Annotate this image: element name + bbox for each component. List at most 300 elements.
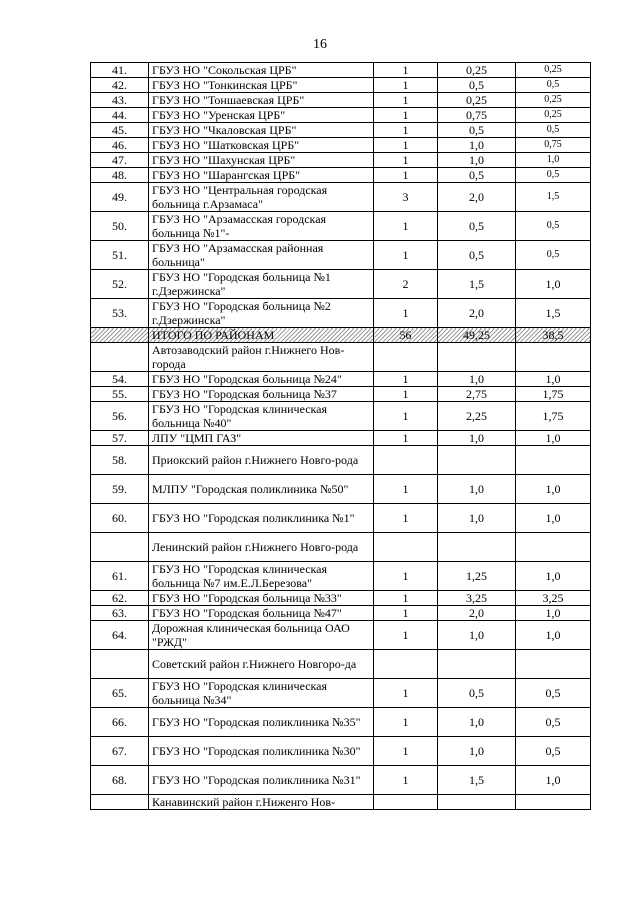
row-number-text: 43.: [112, 93, 127, 107]
count-text: 1: [402, 628, 409, 642]
value-b-cell: [438, 679, 516, 708]
table-row: [91, 183, 591, 212]
value-c-cell: [516, 504, 591, 533]
row-number-cell: [91, 650, 149, 679]
table-row: [91, 679, 591, 708]
count-cell: [374, 387, 438, 402]
value-b-text: 1,0: [469, 511, 484, 525]
count-cell: [374, 446, 438, 475]
row-number-cell: [91, 621, 149, 650]
row-number-text: 56.: [112, 409, 127, 423]
value-b-text: 1,25: [466, 569, 487, 583]
row-number-cell: [91, 431, 149, 446]
value-c-cell: [516, 138, 591, 153]
count-text: 3: [402, 190, 409, 204]
row-number-text: 54.: [112, 372, 127, 386]
row-number-cell: [91, 153, 149, 168]
row-number-cell: [91, 402, 149, 431]
institution-name-text: ЛПУ "ЦМП ГАЗ": [152, 431, 242, 445]
institution-name-cell: [149, 78, 374, 93]
row-number-text: 60.: [112, 511, 127, 525]
count-cell: [374, 63, 438, 78]
value-b-text: 2,0: [469, 606, 484, 620]
value-c-text: 38,5: [542, 328, 564, 342]
count-cell: [374, 168, 438, 183]
table-row: [91, 533, 591, 562]
row-number-text: 45.: [112, 123, 127, 137]
row-number-cell: [91, 795, 149, 810]
institution-name-text: ГБУЗ НО "Центральная городская больница г.Арзамаса": [152, 183, 328, 211]
value-b-cell: [438, 737, 516, 766]
institution-name-text: ГБУЗ НО "Городская больница №24": [152, 372, 342, 386]
row-number-text: 52.: [112, 277, 127, 291]
value-c-text: 1,0: [545, 628, 561, 642]
value-b-text: 2,0: [469, 306, 484, 320]
institution-name-cell: [149, 475, 374, 504]
table-body: [91, 63, 591, 810]
institution-name-cell: [149, 766, 374, 795]
count-text: 1: [402, 306, 409, 320]
value-b-text: 0,5: [469, 686, 484, 700]
table-row: [91, 504, 591, 533]
row-number-text: 41.: [112, 63, 127, 77]
value-b-cell: [438, 372, 516, 387]
value-c-text: 0,25: [544, 64, 562, 75]
value-c-text: 1,5: [545, 306, 561, 320]
institution-name-text: ГБУЗ НО "Тонкинская ЦРБ": [152, 78, 298, 92]
institution-name-text: ГБУЗ НО "Уренская ЦРБ": [152, 108, 286, 122]
table-row: [91, 93, 591, 108]
value-b-text: 0,5: [469, 219, 484, 233]
value-b-text: 0,5: [469, 248, 484, 262]
count-cell: [374, 123, 438, 138]
value-b-cell: [438, 78, 516, 93]
value-c-cell: [516, 270, 591, 299]
value-b-cell: [438, 533, 516, 562]
value-b-cell: [438, 299, 516, 328]
count-text: 1: [402, 78, 409, 92]
institution-name-cell: [149, 138, 374, 153]
value-c-text: 0,25: [544, 109, 562, 120]
row-number-cell: [91, 562, 149, 591]
count-cell: [374, 708, 438, 737]
row-number-cell: [91, 708, 149, 737]
institution-name-cell: [149, 402, 374, 431]
institution-name-text: ГБУЗ НО "Арзамасская районная больница": [152, 241, 324, 269]
value-c-cell: [516, 591, 591, 606]
row-number-text: 62.: [112, 591, 127, 605]
value-c-cell: [516, 372, 591, 387]
value-b-cell: [438, 343, 516, 372]
table-row: [91, 168, 591, 183]
institution-name-cell: [149, 372, 374, 387]
table-row: [91, 63, 591, 78]
institution-name-cell: [149, 679, 374, 708]
count-text: 1: [402, 108, 409, 122]
value-b-text: 0,25: [466, 63, 487, 77]
institution-name-text: МЛПУ "Городская поликлиника №50": [152, 482, 349, 496]
table-row: [91, 606, 591, 621]
institution-name-text: ГБУЗ НО "Городская клиническая больница №7 им.Е.Л.Березова": [152, 562, 328, 590]
row-number-cell: [91, 591, 149, 606]
value-c-text: 1,0: [545, 606, 561, 620]
count-text: 1: [402, 153, 409, 167]
row-number-cell: [91, 737, 149, 766]
count-text: 1: [402, 744, 409, 758]
institution-name-cell: [149, 168, 374, 183]
row-number-cell: [91, 606, 149, 621]
value-c-text: 0,5: [546, 249, 560, 260]
row-number-cell: [91, 138, 149, 153]
table-row: [91, 795, 591, 810]
row-number-cell: [91, 78, 149, 93]
count-text: 1: [402, 511, 409, 525]
table-row: [91, 766, 591, 795]
count-text: 1: [402, 591, 409, 605]
institution-name-text: ГБУЗ НО "Городская поликлиника №1": [152, 511, 355, 525]
row-number-text: 64.: [112, 628, 127, 642]
institution-name-cell: [149, 533, 374, 562]
table-row: [91, 123, 591, 138]
count-cell: [374, 795, 438, 810]
count-text: 56: [399, 328, 412, 342]
value-c-cell: [516, 795, 591, 810]
value-b-cell: [438, 446, 516, 475]
count-cell: [374, 78, 438, 93]
count-cell: [374, 299, 438, 328]
institution-name-cell: [149, 328, 374, 343]
value-c-cell: [516, 446, 591, 475]
value-c-cell: [516, 78, 591, 93]
count-cell: [374, 241, 438, 270]
count-cell: [374, 372, 438, 387]
value-b-text: 1,0: [469, 715, 484, 729]
value-c-cell: [516, 621, 591, 650]
count-cell: [374, 183, 438, 212]
value-c-cell: [516, 168, 591, 183]
row-number-text: 48.: [112, 168, 127, 182]
institution-name-cell: [149, 795, 374, 810]
value-c-cell: [516, 328, 591, 343]
count-cell: [374, 504, 438, 533]
institution-name-cell: [149, 183, 374, 212]
count-text: 1: [402, 63, 409, 77]
row-number-cell: [91, 241, 149, 270]
institution-name-text: Приокский район г.Нижнего Новго-рода: [152, 453, 359, 467]
count-cell: [374, 737, 438, 766]
row-number-cell: [91, 446, 149, 475]
table-row: [91, 138, 591, 153]
count-cell: [374, 621, 438, 650]
institution-name-text: Дорожная клиническая больница ОАО "РЖД": [152, 621, 350, 649]
institution-name-cell: [149, 343, 374, 372]
table-row: [91, 650, 591, 679]
row-number-cell: [91, 679, 149, 708]
institution-name-cell: [149, 153, 374, 168]
value-b-cell: [438, 766, 516, 795]
institution-name-text: ГБУЗ НО "Сокольская ЦРБ": [152, 63, 297, 77]
value-c-text: 1,0: [545, 431, 561, 445]
institution-name-cell: [149, 93, 374, 108]
table-row: [91, 212, 591, 241]
row-number-cell: [91, 108, 149, 123]
page-number: 16: [313, 37, 327, 52]
row-number-cell: [91, 299, 149, 328]
value-b-cell: [438, 562, 516, 591]
value-b-text: 1,0: [469, 138, 484, 152]
institution-name-cell: [149, 431, 374, 446]
value-b-text: 0,75: [466, 108, 487, 122]
value-b-cell: [438, 621, 516, 650]
institution-name-text: ГБУЗ НО "Арзамасская городская больница №1"-: [152, 212, 327, 240]
count-cell: [374, 431, 438, 446]
table-row: [91, 108, 591, 123]
count-text: 1: [402, 606, 409, 620]
value-b-text: 1,0: [469, 372, 484, 386]
table-row: [91, 621, 591, 650]
institution-name-cell: [149, 446, 374, 475]
value-c-text: 1,0: [545, 372, 561, 386]
table-row: [91, 299, 591, 328]
value-b-cell: [438, 153, 516, 168]
table-row: [91, 387, 591, 402]
value-c-cell: [516, 93, 591, 108]
institution-name-cell: [149, 591, 374, 606]
row-number-text: 67.: [112, 744, 127, 758]
institution-name-cell: [149, 212, 374, 241]
value-b-cell: [438, 123, 516, 138]
value-b-cell: [438, 591, 516, 606]
count-cell: [374, 475, 438, 504]
institution-name-text: ГБУЗ НО "Городская клиническая больница №34": [152, 679, 328, 707]
table-row: [91, 431, 591, 446]
institution-name-text: ГБУЗ НО "Городская поликлиника №35": [152, 715, 361, 729]
value-b-text: 0,25: [466, 93, 487, 107]
value-b-text: 1,0: [469, 628, 484, 642]
value-c-cell: [516, 153, 591, 168]
row-number-cell: [91, 93, 149, 108]
row-number-text: 68.: [112, 773, 127, 787]
total-row: [91, 328, 591, 343]
value-b-text: 1,5: [469, 277, 484, 291]
value-c-cell: [516, 766, 591, 795]
row-number-text: 42.: [112, 78, 127, 92]
value-b-cell: [438, 93, 516, 108]
value-b-text: 2,25: [466, 409, 487, 423]
institution-name-cell: [149, 299, 374, 328]
institution-name-text: ГБУЗ НО "Городская больница №47": [152, 606, 342, 620]
value-c-text: 1,0: [546, 154, 560, 165]
value-c-cell: [516, 343, 591, 372]
count-cell: [374, 138, 438, 153]
count-cell: [374, 606, 438, 621]
institution-name-cell: [149, 562, 374, 591]
value-c-cell: [516, 606, 591, 621]
count-text: 1: [402, 219, 409, 233]
row-number-cell: [91, 212, 149, 241]
table-row: [91, 241, 591, 270]
value-b-cell: [438, 504, 516, 533]
value-c-text: 1,75: [542, 387, 564, 401]
count-cell: [374, 679, 438, 708]
row-number-text: 66.: [112, 715, 127, 729]
row-number-text: 51.: [112, 248, 127, 262]
value-c-text: 0,5: [546, 79, 560, 90]
count-cell: [374, 343, 438, 372]
table-row: [91, 708, 591, 737]
count-text: 1: [402, 387, 409, 401]
value-b-cell: [438, 475, 516, 504]
row-number-text: 53.: [112, 306, 127, 320]
value-c-text: 0,25: [544, 94, 562, 105]
value-c-cell: [516, 562, 591, 591]
row-number-cell: [91, 372, 149, 387]
value-c-cell: [516, 402, 591, 431]
value-b-text: 0,5: [469, 78, 484, 92]
value-b-cell: [438, 241, 516, 270]
institution-name-cell: [149, 621, 374, 650]
count-cell: [374, 562, 438, 591]
value-b-cell: [438, 168, 516, 183]
institution-name-text: Ленинский район г.Нижнего Новго-рода: [152, 540, 359, 554]
value-c-cell: [516, 533, 591, 562]
value-b-text: 2,75: [466, 387, 487, 401]
value-c-cell: [516, 123, 591, 138]
value-c-text: 0,5: [545, 715, 561, 729]
value-b-cell: [438, 328, 516, 343]
row-number-text: 49.: [112, 190, 127, 204]
table-row: [91, 446, 591, 475]
institution-name-cell: [149, 123, 374, 138]
row-number-cell: [91, 504, 149, 533]
value-c-cell: [516, 212, 591, 241]
institution-name-cell: [149, 270, 374, 299]
value-c-text: 0,75: [544, 139, 562, 150]
value-b-cell: [438, 212, 516, 241]
row-number-text: 63.: [112, 606, 127, 620]
institution-name-cell: [149, 737, 374, 766]
value-c-cell: [516, 387, 591, 402]
value-c-text: 1,0: [545, 277, 561, 291]
row-number-cell: [91, 183, 149, 212]
count-text: 1: [402, 569, 409, 583]
row-number-cell: [91, 63, 149, 78]
value-b-text: 0,5: [469, 123, 484, 137]
value-c-text: 0,5: [546, 169, 560, 180]
row-number-cell: [91, 343, 149, 372]
count-cell: [374, 108, 438, 123]
row-number-cell: [91, 766, 149, 795]
count-text: 1: [402, 431, 409, 445]
count-text: 1: [402, 715, 409, 729]
count-text: 1: [402, 773, 409, 787]
institution-name-text: Автозаводский район г.Нижнего Нов-города: [152, 343, 345, 371]
row-number-cell: [91, 328, 149, 343]
count-cell: [374, 766, 438, 795]
table-row: [91, 591, 591, 606]
value-c-cell: [516, 650, 591, 679]
count-cell: [374, 93, 438, 108]
count-text: 1: [402, 93, 409, 107]
value-c-cell: [516, 63, 591, 78]
table-row: [91, 372, 591, 387]
institution-name-text: Канавинский район г.Ниженго Нов-: [152, 795, 336, 809]
row-number-text: 46.: [112, 138, 127, 152]
table-row: [91, 562, 591, 591]
institution-name-text: ГБУЗ НО "Городская клиническая больница №40": [152, 402, 328, 430]
institution-name-cell: [149, 387, 374, 402]
count-text: 1: [402, 686, 409, 700]
count-cell: [374, 533, 438, 562]
value-b-text: 3,25: [466, 591, 487, 605]
row-number-text: 44.: [112, 108, 127, 122]
row-number-cell: [91, 475, 149, 504]
value-c-text: 1,0: [545, 773, 561, 787]
value-c-cell: [516, 679, 591, 708]
table-row: [91, 78, 591, 93]
institution-name-text: ИТОГО ПО РАЙОНАМ: [152, 328, 275, 342]
count-text: 1: [402, 482, 409, 496]
value-c-text: 1,0: [545, 511, 561, 525]
row-number-text: 58.: [112, 453, 127, 467]
value-b-cell: [438, 708, 516, 737]
row-number-text: 57.: [112, 431, 127, 445]
value-c-text: 0,5: [545, 686, 561, 700]
institution-name-text: ГБУЗ НО "Шарангская ЦРБ": [152, 168, 301, 182]
count-cell: [374, 650, 438, 679]
table-row: [91, 153, 591, 168]
count-text: 1: [402, 138, 409, 152]
row-number-text: 47.: [112, 153, 127, 167]
value-c-text: 1,0: [545, 569, 561, 583]
institution-name-text: ГБУЗ НО "Городская больница №33": [152, 591, 342, 605]
count-cell: [374, 153, 438, 168]
value-c-text: 0,5: [546, 124, 560, 135]
institution-name-text: ГБУЗ НО "Городская больница №2 г.Дзержинска": [152, 299, 331, 327]
value-b-cell: [438, 402, 516, 431]
row-number-cell: [91, 123, 149, 138]
value-b-cell: [438, 270, 516, 299]
value-b-cell: [438, 63, 516, 78]
value-c-cell: [516, 299, 591, 328]
value-b-cell: [438, 387, 516, 402]
value-c-text: 1,5: [546, 191, 560, 202]
institution-name-cell: [149, 241, 374, 270]
row-number-text: 65.: [112, 686, 127, 700]
hospital-staff-table: [90, 62, 591, 810]
row-number-text: 50.: [112, 219, 127, 233]
institution-name-text: ГБУЗ НО "Городская больница №1 г.Дзержинска": [152, 270, 331, 298]
row-number-text: 59.: [112, 482, 127, 496]
count-text: 1: [402, 372, 409, 386]
institution-name-cell: [149, 708, 374, 737]
value-b-cell: [438, 431, 516, 446]
institution-name-text: ГБУЗ НО "Городская поликлиника №30": [152, 744, 361, 758]
count-text: 1: [402, 409, 409, 423]
value-c-text: 1,0: [545, 482, 561, 496]
table-row: [91, 402, 591, 431]
value-c-cell: [516, 737, 591, 766]
value-b-cell: [438, 606, 516, 621]
institution-name-text: ГБУЗ НО "Шатковская ЦРБ": [152, 138, 300, 152]
count-cell: [374, 402, 438, 431]
institution-name-cell: [149, 63, 374, 78]
table-row: [91, 270, 591, 299]
institution-name-text: ГБУЗ НО "Чкаловская ЦРБ": [152, 123, 297, 137]
value-c-text: 1,75: [542, 409, 564, 423]
value-b-text: 0,5: [469, 168, 484, 182]
value-c-cell: [516, 241, 591, 270]
